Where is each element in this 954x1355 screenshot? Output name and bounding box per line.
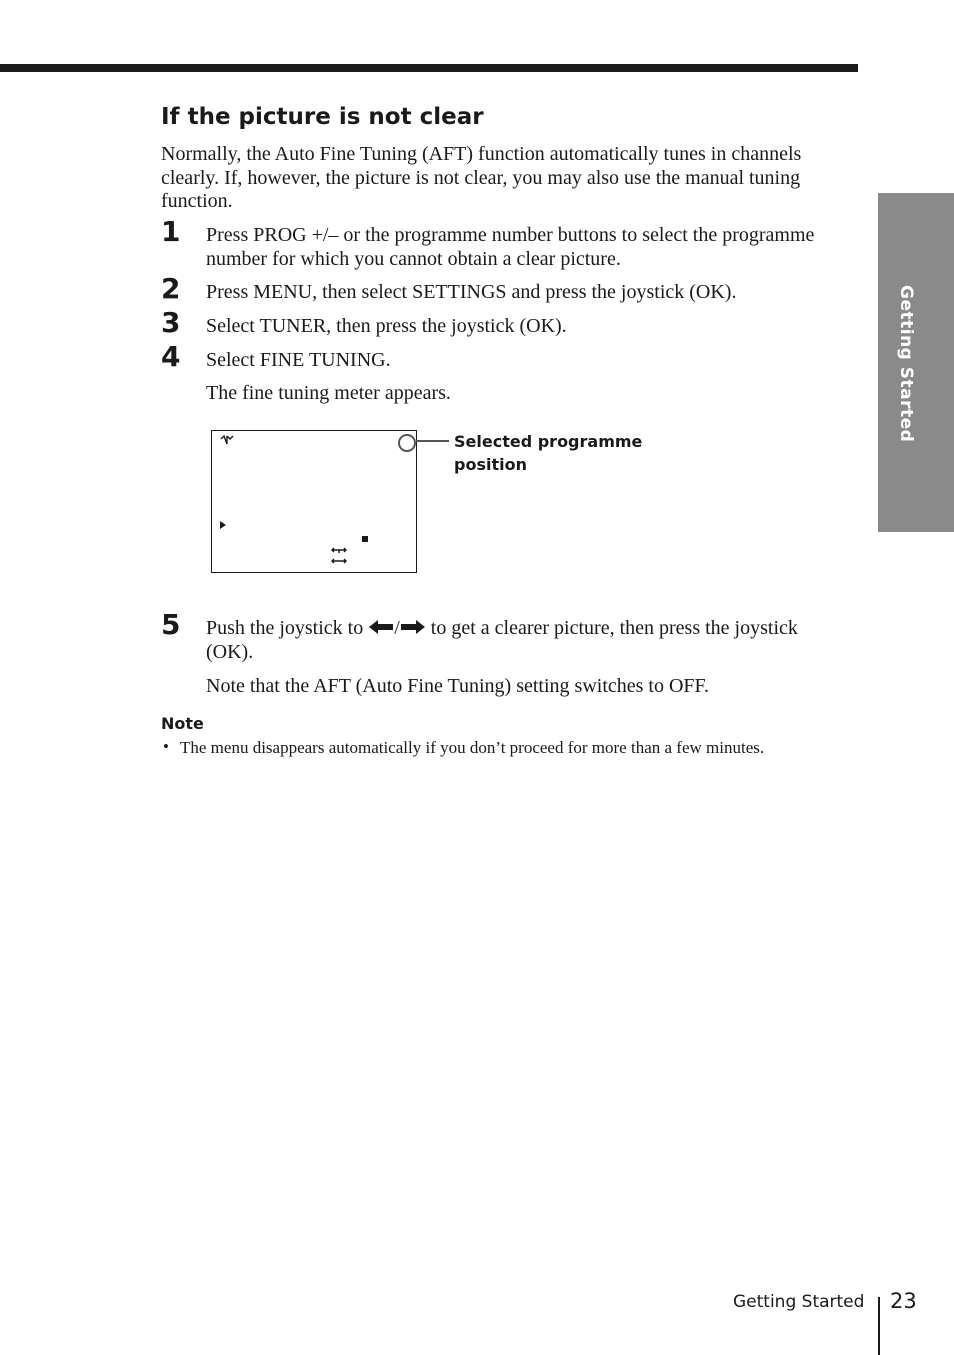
step-5-separator: / — [394, 617, 400, 639]
step-4-subtext: The fine tuning meter appears. — [206, 382, 451, 404]
joystick-arrows-icon — [331, 547, 347, 567]
section-heading: If the picture is not clear — [161, 104, 484, 130]
side-tab-label: Getting Started — [896, 285, 916, 443]
step-5-text-after: to get a clearer picture, then press the joystick (OK). — [206, 617, 798, 663]
page-number: 23 — [890, 1289, 917, 1313]
callout-line — [416, 440, 449, 442]
step-5-text-before: Push the joystick to — [206, 617, 369, 639]
step-text-3: Select TUNER, then press the joystick (OK). — [206, 315, 567, 337]
step-number-1: 1 — [161, 215, 181, 248]
antenna-icon — [220, 434, 234, 446]
step-number-4: 4 — [161, 340, 181, 373]
footer-divider — [878, 1297, 880, 1355]
callout-circle — [398, 434, 416, 452]
arrow-left-icon — [368, 619, 394, 635]
tuning-marker-icon — [362, 536, 368, 542]
intro-paragraph: Normally, the Auto Fine Tuning (AFT) function automatically tunes in channels clearly. If, however, the picture is not clear, you may also use the manual tuning function. — [161, 143, 802, 212]
note-bullet: • — [163, 737, 169, 756]
tv-screen-figure — [211, 430, 417, 573]
footer-section-label: Getting Started — [733, 1292, 865, 1312]
step-number-3: 3 — [161, 306, 181, 339]
step-text-4: Select FINE TUNING. — [206, 349, 391, 371]
step-text-2: Press MENU, then select SETTINGS and press the joystick (OK). — [206, 281, 737, 303]
menu-pointer-icon — [220, 521, 226, 529]
step-text-5 — [206, 616, 826, 664]
note-heading: Note — [161, 714, 204, 733]
callout-label: Selected programme position — [454, 432, 643, 474]
arrow-right-icon — [400, 619, 426, 635]
side-tab — [878, 193, 954, 532]
step-number-2: 2 — [161, 272, 181, 305]
note-text: The menu disappears automatically if you don’t proceed for more than a few minutes. — [180, 738, 765, 757]
step-5-subtext: Note that the AFT (Auto Fine Tuning) setting switches to OFF. — [206, 675, 710, 697]
step-number-5: 5 — [161, 608, 181, 641]
step-text-1: Press PROG +/– or the programme number buttons to select the programme number for which you cannot obtain a clear picture. — [206, 224, 815, 270]
top-rule — [0, 64, 858, 72]
